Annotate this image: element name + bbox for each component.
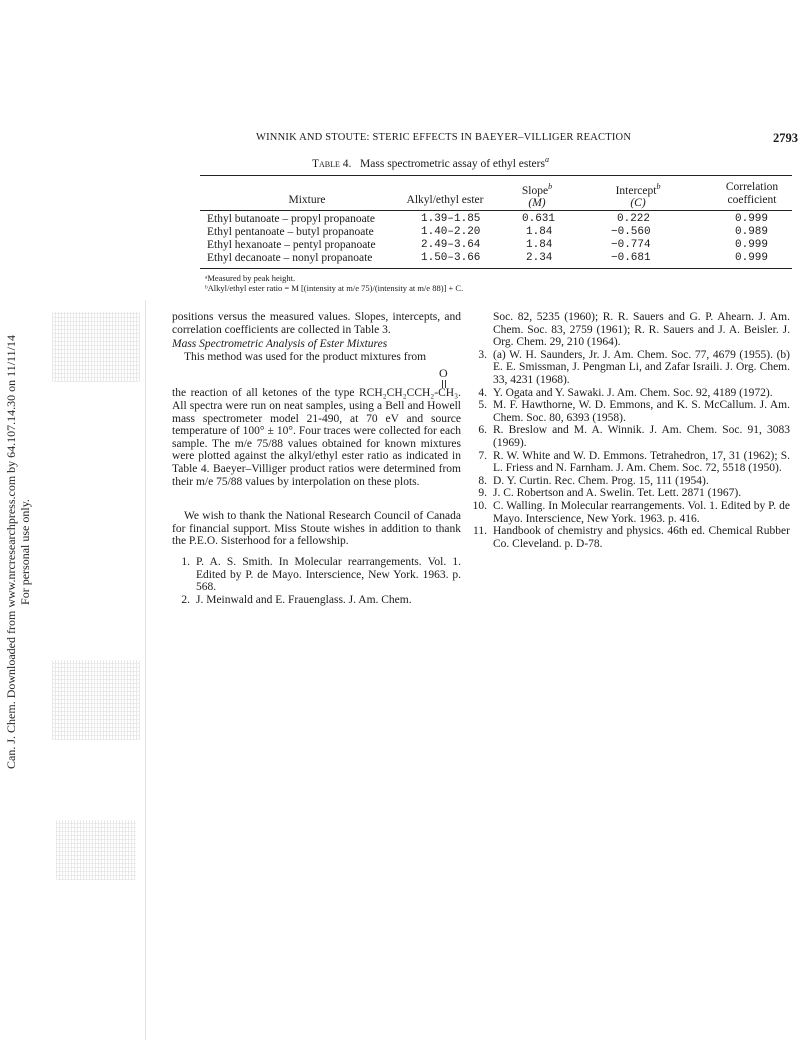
- caption-footnote-marker: a: [544, 155, 549, 164]
- cell-mixture: Ethyl pentanoate – butyl propanoate: [207, 226, 374, 238]
- table-label: Table 4.: [312, 157, 352, 170]
- acknowledgment: We wish to thank the National Research Council of Canada for financial support. Miss Stoute wishes in addition to thank the P.E.O. Sisterhood for a fellowship.: [172, 510, 461, 548]
- reference-number: 9.: [478, 487, 487, 500]
- reference-item: [469, 399, 790, 424]
- reference-item: [469, 500, 790, 525]
- reference-text: Handbook of chemistry and physics. 46th ed. Chemical Rubber Co. Cleveland. p. D-78.: [493, 525, 790, 550]
- scan-edge-line: [145, 300, 146, 1040]
- page-number: 2793: [773, 131, 798, 145]
- cell-slope: 1.84: [526, 239, 553, 251]
- download-stamp-line1: Can. J. Chem. Downloaded from www.nrcresearchpress.com by 64.107.14.30 on 11/11/14: [4, 335, 18, 769]
- reference-item: [172, 556, 461, 594]
- scan-noise: [52, 312, 140, 382]
- running-title: WINNIK AND STOUTE: STERIC EFFECTS IN BAEYER–VILLIGER REACTION: [256, 132, 632, 143]
- reference-text: Y. Ogata and Y. Sawaki. J. Am. Chem. Soc. 92, 4189 (1972).: [493, 386, 773, 399]
- reference-number: 11.: [473, 525, 487, 538]
- intercept-symbol: (C): [630, 197, 646, 210]
- reference-number: 1.: [181, 555, 190, 568]
- reference-item: [469, 349, 790, 387]
- reference-item: [469, 424, 790, 449]
- slope-sup: b: [548, 182, 553, 191]
- reference-text: Soc. 82, 5235 (1960); R. R. Sauers and G. P. Ahearn. J. Am. Chem. Soc. 83, 2759 (1961); R. R. Sauers and J. A. Beisler. J. Org. Chem. 29, 210 (1964).: [493, 311, 790, 349]
- reference-number: 10.: [472, 499, 487, 512]
- carbonyl-double-bond: [442, 380, 446, 388]
- col-header-mixture: [207, 194, 407, 207]
- reference-text: R. W. White and W. D. Emmons. Tetrahedron, 17, 31 (1962); S. L. Friess and N. Farnham. J. Am. Chem. Soc. 72, 5518 (1950).: [493, 449, 790, 475]
- cell-correlation: 0.999: [735, 213, 769, 225]
- col-header-slope: [507, 181, 567, 210]
- table-footnote-b: ᵇAlkyl/ethyl ester ratio = M [(intensity at m/e 75)/(intensity at m/e 88)] + C.: [205, 283, 464, 293]
- reference-item: [469, 525, 790, 550]
- reference-item: [469, 311, 790, 349]
- col-header-ratio: [395, 194, 495, 207]
- cell-mixture: Ethyl decanoate – nonyl propanoate: [207, 252, 373, 264]
- cell-intercept: 0.222: [617, 213, 651, 225]
- slope-symbol: (M): [528, 197, 546, 210]
- left-column: [172, 311, 461, 606]
- correlation-label-2: coefficient: [727, 193, 777, 206]
- carbonyl-structure: [172, 363, 461, 385]
- reference-text: D. Y. Curtin. Rec. Chem. Prog. 15, 111 (1954).: [493, 474, 709, 487]
- table-caption-text: Mass spectrometric assay of ethyl esters: [360, 157, 545, 170]
- cell-ratio: 1.40–2.20: [421, 226, 481, 238]
- slope-label: Slope: [521, 184, 549, 197]
- intercept-label: Intercept: [615, 184, 657, 197]
- cell-correlation: 0.999: [735, 239, 769, 251]
- section-heading: Mass Spectrometric Analysis of Ester Mixtures: [172, 338, 388, 351]
- table-footnote-a: ᵃMeasured by peak height.: [205, 273, 296, 283]
- reference-number: 4.: [478, 386, 487, 399]
- table-caption: [312, 155, 549, 170]
- cell-ratio: 2.49–3.64: [421, 239, 481, 251]
- table-header-rule: [200, 210, 792, 211]
- table-bottom-rule: [200, 268, 792, 269]
- table-top-rule: [200, 175, 792, 176]
- cell-intercept: −0.774: [611, 239, 651, 251]
- cell-correlation: 0.999: [735, 252, 769, 264]
- col-header-intercept: [598, 181, 678, 210]
- cell-correlation: 0.989: [735, 226, 769, 238]
- col-header-correlation: [712, 181, 792, 206]
- reference-number: 6.: [478, 424, 487, 437]
- cell-mixture: Ethyl butanoate – propyl propanoate: [207, 213, 375, 225]
- cell-slope: 1.84: [526, 226, 553, 238]
- running-header: [170, 132, 798, 148]
- cell-intercept: −0.681: [611, 252, 651, 264]
- reference-text: P. A. S. Smith. In Molecular rearrangements. Vol. 1. Edited by P. de Mayo. Interscience, New York. 1963. p. 568.: [196, 555, 461, 594]
- references-left: [172, 556, 461, 606]
- body-paragraph: This method was used for the product mixtures from: [184, 350, 427, 363]
- cell-slope: 0.631: [522, 213, 556, 225]
- reference-number: 7.: [478, 449, 487, 462]
- intercept-sup: b: [656, 182, 661, 191]
- col-header-ratio-text: Alkyl/ethyl ester: [406, 194, 484, 206]
- reference-number: 3.: [478, 348, 487, 361]
- reference-number: 2.: [181, 593, 190, 606]
- reference-item: [469, 450, 790, 475]
- download-stamp: [2, 252, 36, 852]
- reference-text: J. Meinwald and E. Frauenglass. J. Am. Chem.: [196, 593, 412, 606]
- scan-noise: [56, 820, 136, 880]
- reference-number: [469, 311, 493, 349]
- references-right: [469, 311, 790, 550]
- reference-number: 5.: [478, 399, 487, 412]
- carbonyl-oxygen: O: [439, 366, 448, 381]
- correlation-label-1: Correlation: [725, 181, 779, 193]
- reference-item: [469, 487, 790, 500]
- cell-ratio: 1.39–1.85: [421, 213, 481, 225]
- reference-text: (a) W. H. Saunders, Jr. J. Am. Chem. Soc. 77, 4679 (1955). (b) E. E. Smissman, J. Pengman Li, and Zafar Israili. J. Org. Chem. 33, 4231 (1968).: [493, 348, 790, 386]
- reference-item: [469, 387, 790, 400]
- reference-text: R. Breslow and M. A. Winnik. J. Am. Chem. Soc. 91, 3083 (1969).: [493, 424, 790, 449]
- body-paragraph: positions versus the measured values. Slopes, intercepts, and correlation coefficients are collected in Table 3.: [172, 311, 461, 336]
- body-paragraph: the reaction of all ketones of the type RCH₂CH₂CCH₂-CH₃. All spectra were run on neat samples, using a Bell and Howell mass spectrometer model 21-490, at 70 eV and source temperature of 100° ± 10°. Four traces were collected for each sample. The m/e 75/88 values obtained for known mixtures were plotted against the alkyl/ethyl ester ratio as indicated in Table 4. Baeyer–Villiger product ratios were determined from their m/e 75/88 values by interpolation on these plots.: [172, 387, 461, 488]
- cell-intercept: −0.560: [611, 226, 651, 238]
- cell-ratio: 1.50–3.66: [421, 252, 481, 264]
- reference-item: [469, 475, 790, 488]
- reference-text: M. F. Hawthorne, W. D. Emmons, and K. S. McCallum. J. Am. Chem. Soc. 80, 6393 (1958).: [493, 399, 790, 424]
- scan-noise: [52, 660, 140, 740]
- reference-item: [172, 594, 461, 607]
- reference-number: 8.: [478, 474, 487, 487]
- cell-slope: 2.34: [526, 252, 553, 264]
- col-header-mixture-text: Mixture: [288, 194, 326, 206]
- reference-text: J. C. Robertson and A. Swelin. Tet. Lett. 2871 (1967).: [493, 487, 742, 500]
- download-stamp-line2: For personal use only.: [18, 499, 32, 605]
- reference-text: C. Walling. In Molecular rearrangements. Vol. 1. Edited by P. de Mayo. Interscience, New York. 1963. p. 416.: [493, 499, 790, 525]
- cell-mixture: Ethyl hexanoate – pentyl propanoate: [207, 239, 376, 251]
